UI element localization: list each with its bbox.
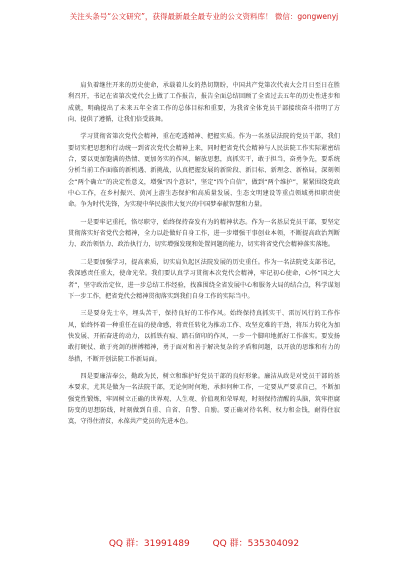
promo-banner-text: 关注头条号“公文研究”，获得最新最全最专业的公文资料库！ 微信：gongwenyj (69, 12, 339, 21)
document-body (68, 80, 340, 434)
paragraph-intro: 肩负着继往开来的历史使命，承载着儿女的热切期盼，中国共产党第次代表大会月日至日在胜利召开，书记在省第次党代会上做了工作报告，报告全面总结回顾了全省过去五年的历史性进步和成就，明确提出了未来五年全省工作的总体目标和重要，为我省全体党员干部接续奋斗指明了方向、提供了遵循，让我们倍受鼓舞。 (68, 82, 340, 124)
qq-group-2: QQ 群：535304092 (212, 539, 300, 549)
paragraph-point-two: 二是要加强学习，提高素质，切实肩负起区法院发展的历史重任。作为一名法院党支部书记，我深感责任重大，使命光荣。我们要认真学习贯彻本次党代会精神，牢记初心使命，心怀“国之大者”，坚守政治定位，进一步总结工作经验，找准围绕全省发展中心和服务大局的结合点，科学谋划下一步工作，把省党代会精神贯彻落实到我们自身工作的实际当中。 (68, 258, 340, 300)
paragraph-point-four: 四是要廉洁奉公，勤政为民，树立和维护好党员干部的良好形象。廉洁从政是对党员干部的基本要求，尤其是做为一名法院干部，无论何时何地，承担何种工作，一定要从严要求自己，不断加强党性锻炼，牢固树立正确的世界观、人生观、价值观和荣辱观，时刻保持清醒的头脑，筑牢拒腐防变的思想防线，时刻做到自重、自省、自警、自励。要正确对待名利、权力和金钱，耐得住寂寞，守得住清贫，永葆共产党员的先进本色。 (68, 372, 340, 426)
contact-footer (0, 536, 408, 549)
paragraph-point-one: 一是要牢记重托，恪尽职守，始终保持奋发有为的精神状态。作为一名基层党员干部，要坚定贯彻落实好省党代会精神，全力以赴做好自身工作，进一步增强干事创业本领，不断提高政治判断力、政治领悟力、政治执行力，切实增强发现和处置问题的能力，切实将省党代会精神落实落地。 (68, 218, 340, 249)
paragraph-point-three: 三是要身先士卒，埋头苦干，保持良好的工作作风。始终保持真抓实干、雷厉风行的工作作风，始终怀着一种重任在肩的使命感，将责任转化为推动工作、攻坚克难的干劲，将压力转化为加快发展、开拓奋进的动力，以抓铁有痕、踏石留印的作风，一步一个脚印地抓好工作落实。要发扬敢打硬仗、敢于亮剑的拼搏精神，勇于面对和善于解决复杂的矛盾和问题，以开放的思维和有力的举措，不断开创法院工作新局面。 (68, 310, 340, 363)
qq-group-1: QQ 群：31991489 (108, 539, 190, 549)
promo-banner (0, 12, 408, 22)
paragraph-study: 学习贯彻省第次党代会精神，重在吃透精神、把握实质。作为一名基层法院的党员干部，我们要切实把思想和行动统一到省次党代会精神上来，同时把省党代会精神与人民法院工作实际紧密结合，要以更加饱满的热情、更加务实的作风，解放思想，真抓实干，敢于担当，奋勇争先，要系统分析当前工作面临的新机遇、新挑战，认真把握发展的新阶段、新目标、新理念、新格局，深刻领会“两个确立”的决定性意义，增强“四个意识”，坚定“四个自信”，做到“两个维护”，紧紧围绕党政中心工作，在乡村振兴、黄河上游生态保护和高质量发展、生态文明建设等重点领域勇担职责使命。争为时代先锋，为实现中华民族伟大复兴的中国梦奉献智慧和力量。 (68, 133, 340, 209)
